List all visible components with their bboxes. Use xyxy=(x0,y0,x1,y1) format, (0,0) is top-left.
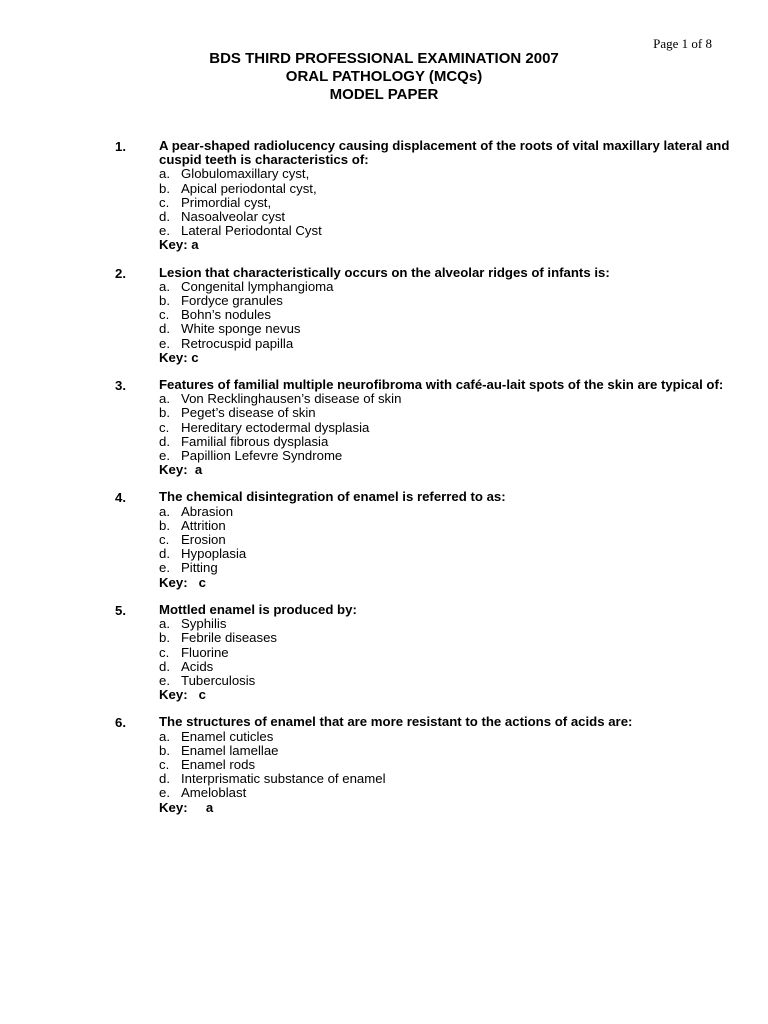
option-text: Tuberculosis xyxy=(181,672,256,688)
option-letter: d. xyxy=(159,321,170,337)
answer-option xyxy=(159,561,735,575)
option-text: Attrition xyxy=(181,517,226,533)
option-text: Fluorine xyxy=(181,644,229,660)
option-letter: a. xyxy=(159,278,170,294)
option-letter: e. xyxy=(159,785,170,801)
answer-options xyxy=(159,167,735,238)
answer-option xyxy=(159,210,735,224)
answer-option xyxy=(159,505,735,519)
answer-key: Key: c xyxy=(159,687,206,703)
answer-option xyxy=(159,449,735,463)
question-text: The structures of enamel that are more resistant to the actions of acids are: xyxy=(159,714,633,730)
answer-key: Key: c xyxy=(159,574,206,590)
option-letter: d. xyxy=(159,546,170,562)
question-text: Lesion that characteristically occurs on the alveolar ridges of infants is: xyxy=(159,264,610,280)
answer-option xyxy=(159,533,735,547)
option-letter: b. xyxy=(159,293,170,309)
answer-option xyxy=(159,547,735,561)
option-text: Papillion Lefevre Syndrome xyxy=(181,448,343,464)
option-text: Syphilis xyxy=(181,616,227,632)
question-5 xyxy=(115,603,735,702)
question-number: 3. xyxy=(115,378,126,394)
option-letter: b. xyxy=(159,742,170,758)
option-letter: d. xyxy=(159,771,170,787)
question-number: 4. xyxy=(115,490,126,506)
paper-type: MODEL PAPER xyxy=(329,86,439,103)
option-letter: b. xyxy=(159,517,170,533)
answer-key: Key: c xyxy=(159,349,199,365)
option-letter: e. xyxy=(159,335,170,351)
question-4 xyxy=(115,490,735,589)
answer-option xyxy=(159,182,735,196)
answer-option xyxy=(159,421,735,435)
option-letter: c. xyxy=(159,644,170,660)
option-letter: d. xyxy=(159,658,170,674)
answer-option xyxy=(159,337,735,351)
option-letter: b. xyxy=(159,630,170,646)
option-text: Ameloblast xyxy=(181,785,247,801)
option-text: Acids xyxy=(181,658,214,674)
option-letter: e. xyxy=(159,560,170,576)
answer-option xyxy=(159,758,735,772)
option-letter: c. xyxy=(159,532,170,548)
option-letter: b. xyxy=(159,405,170,421)
option-text: Bohn’s nodules xyxy=(181,307,271,323)
option-text: Apical periodontal cyst, xyxy=(181,180,317,196)
option-letter: c. xyxy=(159,194,170,210)
question-number: 1. xyxy=(115,139,126,154)
exam-header xyxy=(0,50,768,104)
answer-option xyxy=(159,167,735,181)
option-text: Abrasion xyxy=(181,503,234,519)
question-text: Features of familial multiple neurofibroma with café-au-lait spots of the skin are typical of: xyxy=(159,377,724,393)
answer-option xyxy=(159,406,735,420)
question-3 xyxy=(115,378,735,477)
answer-option xyxy=(159,631,735,645)
question-list xyxy=(115,139,735,828)
answer-option xyxy=(159,294,735,308)
option-text: Pitting xyxy=(181,560,218,576)
option-text: Interprismatic substance of enamel xyxy=(181,771,386,787)
option-letter: c. xyxy=(159,756,170,772)
answer-options xyxy=(159,617,735,688)
option-text: Congenital lymphangioma xyxy=(181,278,334,294)
question-1 xyxy=(115,139,735,253)
question-2 xyxy=(115,266,735,365)
option-letter: a. xyxy=(159,728,170,744)
option-text: Febrile diseases xyxy=(181,630,278,646)
option-letter: a. xyxy=(159,166,170,182)
page-number: Page 1 of 8 xyxy=(653,36,712,51)
answer-option xyxy=(159,308,735,322)
option-text: Nasoalveolar cyst xyxy=(181,209,286,225)
question-number: 5. xyxy=(115,602,126,618)
answer-key: Key: a xyxy=(159,799,214,815)
option-letter: d. xyxy=(159,209,170,225)
option-text: Enamel lamellae xyxy=(181,742,279,758)
option-letter: a. xyxy=(159,391,170,407)
option-letter: c. xyxy=(159,419,170,435)
option-text: Erosion xyxy=(181,532,226,548)
answer-option xyxy=(159,744,735,758)
option-text: Von Recklinghausen’s disease of skin xyxy=(181,391,402,407)
answer-option xyxy=(159,196,735,210)
option-letter: e. xyxy=(159,223,170,239)
answer-option xyxy=(159,660,735,674)
answer-options xyxy=(159,730,735,801)
option-letter: a. xyxy=(159,503,170,519)
option-text: Enamel rods xyxy=(181,756,256,772)
answer-option xyxy=(159,646,735,660)
option-text: Peget’s disease of skin xyxy=(181,405,316,421)
option-text: White sponge nevus xyxy=(181,321,301,337)
option-letter: b. xyxy=(159,180,170,196)
option-letter: e. xyxy=(159,448,170,464)
question-number: 6. xyxy=(115,715,126,731)
option-letter: c. xyxy=(159,307,170,323)
option-text: Hypoplasia xyxy=(181,546,247,562)
answer-option xyxy=(159,786,735,800)
answer-option xyxy=(159,730,735,744)
answer-option xyxy=(159,674,735,688)
answer-options xyxy=(159,280,735,351)
option-letter: e. xyxy=(159,672,170,688)
answer-option xyxy=(159,224,735,238)
exam-title: BDS THIRD PROFESSIONAL EXAMINATION 2007 xyxy=(209,50,559,67)
option-text: Lateral Periodontal Cyst xyxy=(181,223,322,239)
option-text: Familial fibrous dysplasia xyxy=(181,433,329,449)
question-text: The chemical disintegration of enamel is referred to as: xyxy=(159,489,506,505)
answer-key: Key: a xyxy=(159,237,199,253)
option-text: Primordial cyst, xyxy=(181,194,272,210)
answer-option xyxy=(159,322,735,336)
answer-option xyxy=(159,617,735,631)
question-text: Mottled enamel is produced by: xyxy=(159,601,357,617)
answer-option xyxy=(159,435,735,449)
question-text: A pear-shaped radiolucency causing displacement of the roots of vital maxillary lateral and cuspid teeth is characteristics of: xyxy=(159,138,730,168)
option-letter: a. xyxy=(159,616,170,632)
answer-options xyxy=(159,505,735,576)
option-text: Globulomaxillary cyst, xyxy=(181,166,310,182)
option-text: Hereditary ectodermal dysplasia xyxy=(181,419,370,435)
exam-subject: ORAL PATHOLOGY (MCQs) xyxy=(285,68,483,85)
answer-key: Key: a xyxy=(159,462,203,478)
option-text: Retrocuspid papilla xyxy=(181,335,294,351)
question-6 xyxy=(115,715,735,814)
option-text: Enamel cuticles xyxy=(181,728,274,744)
option-text: Fordyce granules xyxy=(181,293,283,309)
answer-option xyxy=(159,392,735,406)
answer-option xyxy=(159,519,735,533)
option-letter: d. xyxy=(159,433,170,449)
answer-option xyxy=(159,280,735,294)
answer-option xyxy=(159,772,735,786)
question-number: 2. xyxy=(115,265,126,281)
answer-options xyxy=(159,392,735,463)
